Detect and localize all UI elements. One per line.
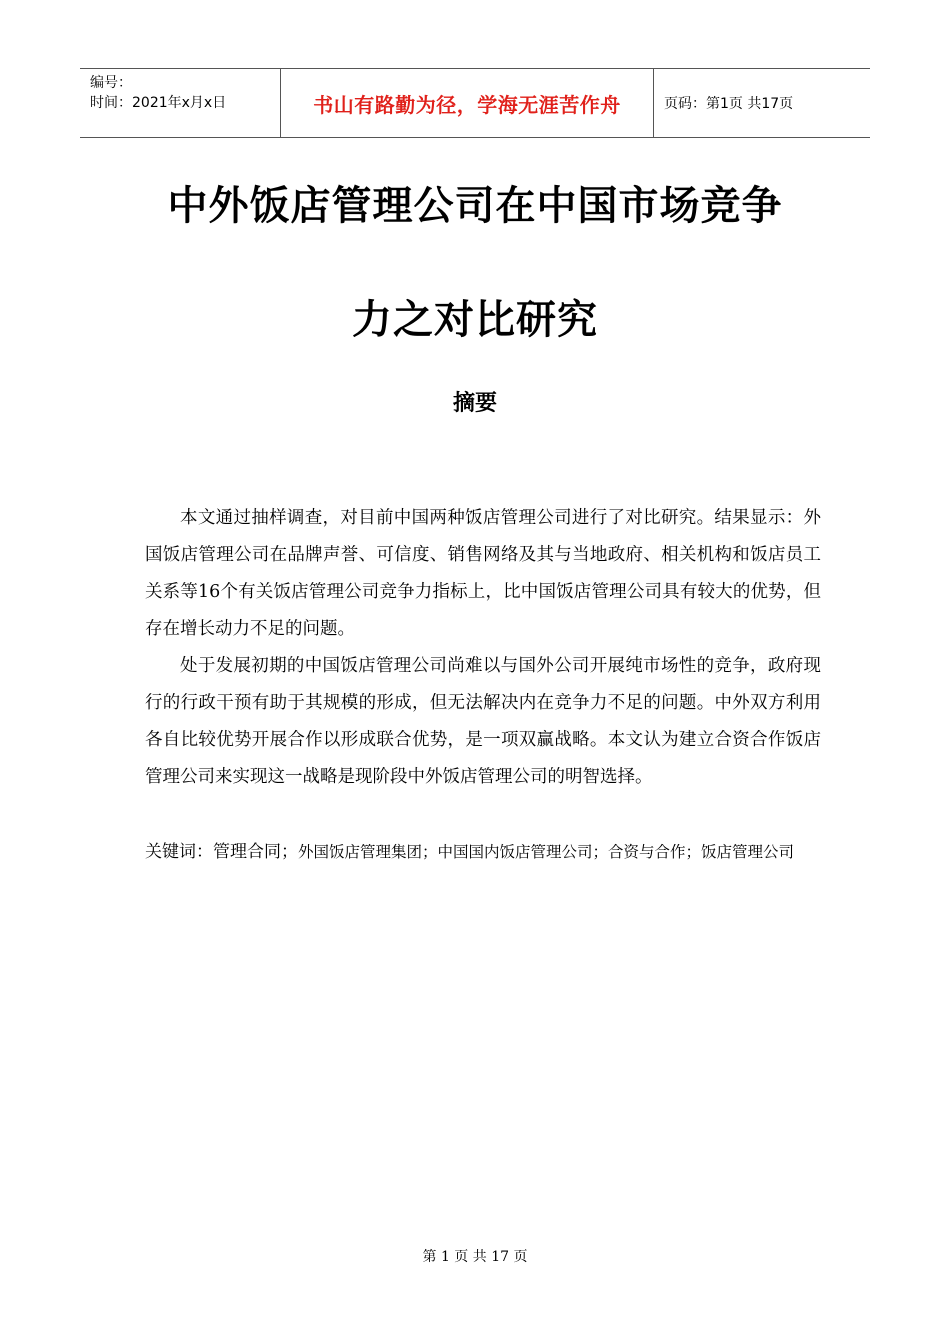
abstract-heading: 摘要 xyxy=(452,391,497,416)
keywords-label: 关键词：管理合同； xyxy=(145,842,298,862)
abstract-paragraph-1: 本文通过抽样调查，对目前中国两种饭店管理公司进行了对比研究。结果显示：外国饭店管理公司在品牌声誉、可信度、销售网络及其与当地政府、相关机构和饭店员工关系等16个有关饭店管理公司竞争力指标上，比中国饭店管理公司具有较大的优势，但存在增长动力不足的问题。 xyxy=(145,508,821,639)
page-footer: 第 1 页 共 17 页 xyxy=(422,1249,528,1265)
header-page-info: 页码：第1页 共17页 xyxy=(664,96,794,112)
abstract-paragraph-2: 处于发展初期的中国饭店管理公司尚难以与国外公司开展纯市场性的竞争，政府现行的行政干预有助于其规模的形成，但无法解决内在竞争力不足的问题。中外双方利用各自比较优势开展合作以形成联合优势，是一项双赢战略。本文认为建立合资合作饭店管理公司来实现这一战略是现阶段中外饭店管理公司的明智选择。 xyxy=(145,656,821,787)
document-number-label: 编号： xyxy=(90,75,132,91)
keywords-items: 外国饭店管理集团；中国国内饭店管理公司；合资与合作；饭店管理公司 xyxy=(298,843,795,861)
document-title-line-2: 力之对比研究 xyxy=(352,297,598,343)
document-date-label: 时间：2021年x月x日 xyxy=(90,95,227,111)
document-title-line-1: 中外饭店管理公司在中国市场竞争 xyxy=(167,183,783,229)
header-motto: 书山有路勤为径，学海无涯苦作舟 xyxy=(313,92,621,117)
document-header xyxy=(80,68,870,138)
keywords xyxy=(145,834,821,870)
abstract-body xyxy=(145,500,821,796)
header-motto-cell xyxy=(280,69,654,137)
header-meta xyxy=(80,69,280,137)
